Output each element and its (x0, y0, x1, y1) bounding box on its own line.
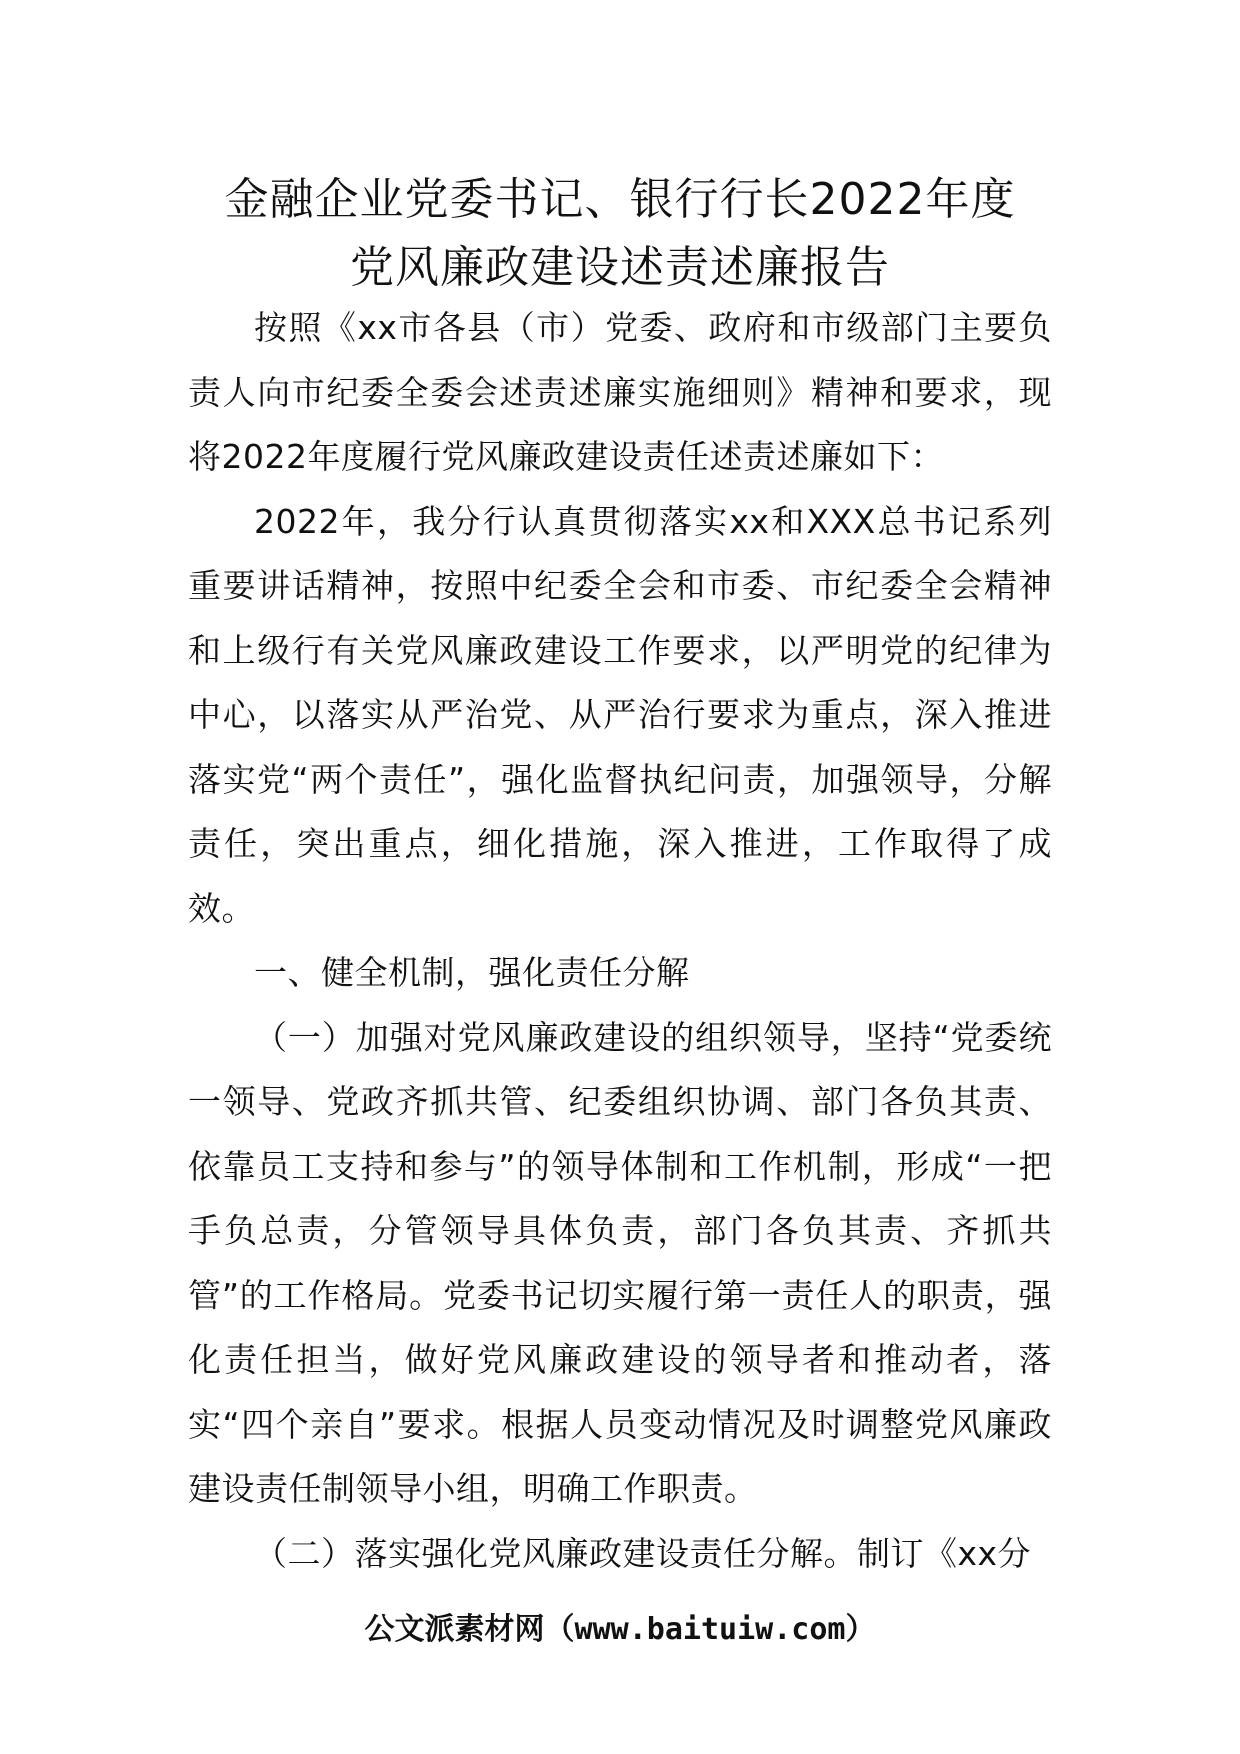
footer-watermark (140, 1608, 1100, 1652)
paragraph-intro: 按照《xx市各县（市）党委、政府和市级部门主要负责人向市纪委全委会述责述廉实施细则》精神和要求，现将2022年度履行党风廉政建设责任述责述廉如下： (188, 308, 1052, 476)
footer-url: （www.baituiw.com） (544, 1612, 876, 1647)
document-body (188, 296, 1052, 1586)
paragraph-summary: 2022年，我分行认真贯彻落实xx和XXX总书记系列重要讲话精神，按照中纪委全会和市委、市纪委全会精神和上级行有关党风廉政建设工作要求，以严明党的纪律为中心，以落实从严治党、从严治行要求为重点，深入推进落实党“两个责任”，强化监督执纪问责，加强领导，分解责任，突出重点，细化措施，深入推进，工作取得了成效。 (188, 501, 1052, 928)
paragraph-item-2: （二）落实强化党风廉政建设责任分解。制订《xx分 (254, 1533, 1032, 1573)
document-title-line-2: 党风廉政建设述责述廉报告 (350, 242, 890, 293)
paragraph-item-1: （一）加强对党风廉政建设的组织领导，坚持“党委统一领导、党政齐抓共管、纪委组织协调、部门各负其责、依靠员工支持和参与”的领导体制和工作机制，形成“一把手负总责，分管领导具体负责，部门各负其责、齐抓共管”的工作格局。党委书记切实履行第一责任人的职责，强化责任担当，做好党风廉政建设的领导者和推动者，落实“四个亲自”要求。根据人员变动情况及时调整党风廉政建设责任制领导小组，明确工作职责。 (188, 1017, 1052, 1508)
document-title-line-1: 金融企业党委书记、银行行长2022年度 (224, 174, 1016, 225)
footer-site-name: 公文派素材网 (364, 1612, 545, 1647)
section-heading: 一、健全机制，强化责任分解 (254, 953, 690, 992)
